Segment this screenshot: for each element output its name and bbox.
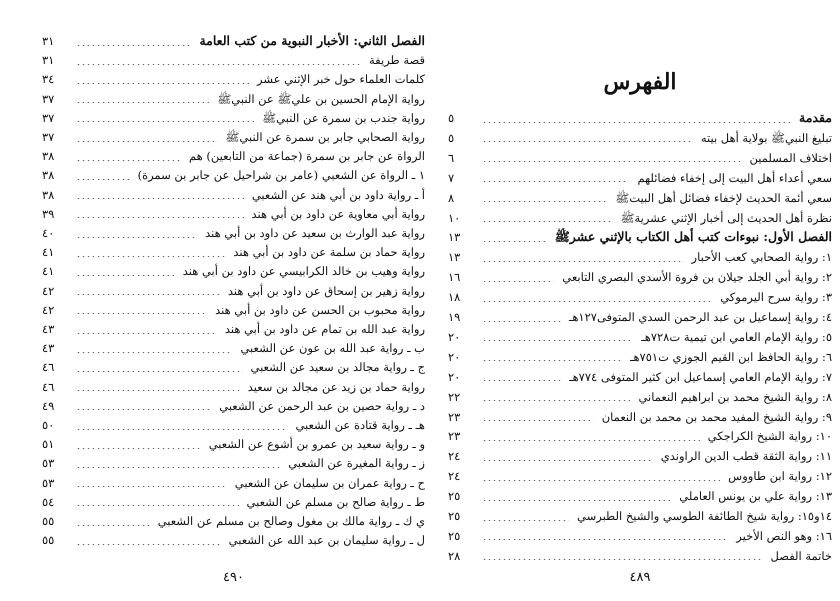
toc-entry-title: قصة طريفة [369, 53, 425, 68]
toc-entry [42, 51, 425, 69]
toc-entry-title: رواية أبي معاوية عن داود بن أبي هند [251, 206, 425, 221]
toc-entry-page: ٢٠ [448, 349, 461, 364]
toc-entry-title: ١: رواية الصحابي كعب الأحبار [691, 250, 832, 265]
dot-leader [76, 544, 221, 545]
toc-entry-title: رواية زهير بن إسحاق عن داود بن أبي هند [227, 283, 425, 298]
toc-entry-title: رواية حماد بن سلمة عن داود بن أبي هند [233, 245, 425, 260]
toc-entry-title: ح ـ رواية عمران بن سليمان عن الشعبي [234, 475, 425, 490]
toc-entry [42, 378, 425, 396]
toc-entry [42, 531, 425, 549]
toc-entry [42, 512, 425, 530]
toc-entry-title: ٧: رواية الإمام العامي إسماعيل ابن كثير المتوفى ٧٧٤هـ [569, 369, 832, 384]
toc-entry [448, 169, 832, 187]
toc-entry-page: ٥٣ [42, 475, 55, 490]
dot-leader [482, 420, 594, 421]
toc-entry-page: ٣١ [42, 53, 55, 68]
page-title: الفهرس [603, 69, 677, 95]
dot-leader [76, 64, 361, 65]
toc-entry-title: ج ـ رواية مجالد بن سعيد عن الشعبي [250, 360, 425, 375]
toc-entry [448, 248, 832, 266]
toc-entry-page: ١٦ [448, 270, 461, 285]
toc-entry [448, 109, 832, 127]
toc-entry-page: ٤٦ [42, 379, 55, 394]
toc-entry-page: ٢٠ [448, 329, 461, 344]
toc-entry-title: ١٢: رواية ابن طاووس [728, 469, 832, 484]
dot-leader [76, 390, 240, 391]
dot-leader [482, 201, 607, 202]
toc-entry [42, 262, 425, 280]
toc-entry-page: ٣٩ [42, 206, 55, 221]
toc-entry [448, 447, 832, 465]
dot-leader [76, 121, 254, 122]
toc-entry-title: ١٤و١٥: رواية شيخ الطائفة الطوسي والشيخ الطبرسي [577, 509, 832, 523]
toc-entry [42, 358, 425, 376]
toc-entry-page: ٤٣ [42, 341, 55, 356]
toc-entry [448, 527, 832, 545]
toc-entry [42, 493, 425, 511]
toc-entry [42, 320, 425, 338]
toc-entry [42, 128, 425, 146]
toc-entry [448, 308, 832, 326]
toc-entry-page: ٢٣ [448, 429, 461, 444]
toc-entry [42, 90, 425, 108]
dot-leader [76, 102, 209, 103]
toc-entry [42, 166, 425, 184]
toc-entry [42, 339, 425, 357]
toc-entry-page: ٥ [448, 130, 455, 145]
toc-entry-page: ٤١ [42, 264, 55, 279]
toc-entry-title: رواية حماد بن زيد عن مجالد بن سعيد [247, 379, 425, 394]
page-number-right: ٤٨٩ [629, 570, 651, 585]
dot-leader [482, 380, 561, 381]
toc-entry-title: ١١: رواية الثقة قطب الدين الراوندي [660, 449, 832, 464]
right-page [448, 0, 832, 601]
toc-entry-title: ل ـ رواية سليمان بن عبد الله عن الشعبي [228, 533, 425, 548]
dot-leader [76, 294, 220, 295]
toc-entry-page: ٣٧ [42, 130, 55, 144]
toc-entry-title: ز ـ رواية المغيرة عن الشعبي [288, 456, 425, 471]
toc-entry-title: هـ ـ رواية قتادة عن الشعبي [295, 418, 425, 432]
toc-entry-page: ٣٤ [42, 72, 55, 87]
dot-leader [482, 261, 684, 262]
toc-entry-page: ٤٦ [42, 360, 55, 375]
toc-entry-page: ٤٢ [42, 283, 55, 298]
page-number-left: ٤٩٠ [223, 570, 244, 585]
toc-entry-page: ٨ [448, 190, 455, 205]
toc-entry-title: ٢: رواية أبي الجلد جيلان بن فروة الأسدي البصري التابعي [562, 270, 832, 285]
toc-entry [42, 435, 425, 453]
toc-entry-title: رواية عبد الوارث بن سعيد عن داود بن أبي هند [205, 226, 425, 240]
dot-leader [76, 275, 175, 276]
toc-entry [448, 427, 832, 445]
toc-entry [448, 487, 832, 505]
toc-entry-page: ٥٠ [42, 418, 55, 432]
toc-entry-page: ٢٤ [448, 449, 461, 464]
toc-entry-page: ٢٥ [448, 528, 461, 543]
dot-leader [482, 400, 630, 401]
toc-entry-page: ٥٥ [42, 533, 55, 548]
toc-entry [42, 109, 425, 127]
toc-entry-title: الرواة عن جابر بن سمرة (جماعة من التابعين) هم [189, 149, 425, 164]
toc-entry-title: ١ ـ الرواة عن الشعبي (عامر بن شراحيل عن جابر بن سمرة) [137, 168, 425, 183]
dot-leader [482, 161, 742, 162]
toc-entry-title: ٨: رواية الشيخ محمد بن ابراهيم النعماني [638, 389, 832, 404]
dot-leader [76, 179, 130, 180]
dot-leader [76, 141, 218, 142]
toc-entry-page: ٤١ [42, 245, 55, 260]
dot-leader [482, 559, 763, 560]
toc-entry-title: و ـ رواية سعيد بن عمرو بن أشوع عن الشعبي [208, 437, 425, 452]
dot-leader [76, 486, 227, 487]
toc-entry-title: سعي أئمة الحديث لإخفاء فضائل أهل البيتﷺ [615, 190, 832, 205]
dot-leader [76, 352, 232, 353]
toc-entry-page: ٢٨ [448, 548, 461, 563]
toc-entry [42, 282, 425, 300]
toc-entry [448, 189, 832, 207]
toc-entry [448, 288, 832, 306]
toc-entry [448, 547, 832, 565]
toc-entry-title: رواية عبد الله بن تمام عن داود بن أبي هند [224, 322, 425, 336]
dot-leader [482, 301, 712, 302]
toc-entry-title: كلمات العلماء حول خبر الإثني عشر [257, 72, 425, 87]
dot-leader [482, 340, 633, 341]
toc-entry [448, 388, 832, 406]
toc-entry-page: ١٣ [448, 250, 461, 265]
toc-entry-page: ٢٢ [448, 389, 461, 404]
toc-entry-title: ٦: رواية الحافظ ابن القيم الجوزي ت٧٥١هـ [630, 349, 832, 364]
toc-entry [42, 301, 425, 319]
toc-entry-page: ٣٨ [42, 168, 55, 183]
dot-leader [76, 429, 287, 430]
toc-entry [448, 129, 832, 147]
dot-leader [482, 500, 671, 501]
dot-leader [482, 480, 720, 481]
toc-entry [42, 416, 425, 434]
toc-entry-title: ب ـ رواية عبد الله بن عون عن الشعبي [240, 341, 425, 356]
toc-entry-page: ١٣ [448, 230, 461, 245]
toc-entry-page: ٢٣ [448, 409, 461, 424]
dot-leader [482, 281, 554, 282]
toc-entry-page: ٢٤ [448, 469, 461, 484]
toc-entry-page: ٥٤ [42, 494, 55, 509]
toc-entry-page: ٤٢ [42, 302, 55, 317]
toc-entry-page: ٧ [448, 170, 455, 185]
toc-entry-page: ٤٠ [42, 226, 55, 240]
toc-entry [448, 408, 832, 426]
toc-entry [448, 348, 832, 366]
dot-leader [76, 313, 207, 314]
dot-leader [76, 371, 243, 372]
toc-entry-title: ٣: رواية سرح اليرموكي [720, 290, 832, 305]
dot-leader [76, 160, 181, 161]
toc-entry [42, 243, 425, 261]
dot-leader [482, 181, 629, 182]
dot-leader [76, 237, 197, 238]
toc-entry [42, 186, 425, 204]
toc-entry-page: ٣١ [42, 34, 55, 48]
toc-entry-title: أ ـ رواية داود بن أبي هند عن الشعبي [251, 187, 425, 202]
dot-leader [482, 360, 622, 361]
toc-entry-page: ١٩ [448, 310, 461, 324]
toc-entry-title: ٤: رواية إسماعيل بن عبد الرحمن السدي المتوفى١٢٧هـ [568, 310, 832, 324]
toc-entry [448, 368, 832, 386]
toc-entry-title: الفصل الثاني: الأخبار النبوية من كتب العامة [199, 33, 425, 48]
toc-entry [448, 467, 832, 485]
toc-entry [42, 454, 425, 472]
toc-entry-page: ١٨ [448, 290, 461, 305]
dot-leader [76, 448, 201, 449]
toc-entry [42, 205, 425, 223]
dot-leader [76, 525, 150, 526]
toc-entry-title: اختلاف المسلمين [749, 150, 832, 165]
dot-leader [76, 467, 280, 468]
toc-entry-title: ٥: رواية الإمام العامي ابن تيمية ت٧٢٨هـ [641, 329, 832, 344]
toc-entry-title: سعي أعداء أهل البيت إلى إخفاء فضائلهم [637, 170, 832, 185]
dot-leader [482, 141, 693, 142]
toc-entry-title: تبليغ النبيﷺ بولاية أهل بيته [700, 130, 832, 145]
toc-entry-page: ٥١ [42, 437, 55, 452]
dot-leader [482, 321, 561, 322]
toc-entry-title: ط ـ رواية صالح بن مسلم عن الشعبي [246, 494, 425, 509]
toc-entry-page: ٢٠ [448, 369, 461, 384]
dot-leader [482, 520, 569, 521]
toc-entry-title: نظرة أهل الحديث إلى أخبار الإثني عشريةﷺ [620, 210, 832, 225]
dot-leader [482, 539, 728, 540]
toc-entry [42, 147, 425, 165]
dot-leader [482, 460, 653, 461]
toc-entry-page: ٣٧ [42, 91, 55, 106]
dot-leader [76, 409, 211, 410]
left-page [42, 0, 425, 601]
toc-entry-title: رواية الإمام الحسين بن عليﷺ عن النبيﷺ [217, 91, 425, 106]
dot-leader [76, 198, 244, 199]
toc-entry-title: ١٠: رواية الشيخ الكراجكي [707, 429, 832, 444]
toc-entry-title: مقدمة [799, 110, 832, 125]
toc-entry-page: ٥ [448, 111, 455, 125]
toc-entry-title: الفصل الأول: نبوءات كتب أهل الكتاب بالإثني عشرﷺ [554, 229, 832, 245]
toc-entry-page: ١٠ [448, 210, 461, 225]
toc-entry-title: خاتمة الفصل [770, 548, 832, 563]
toc-entry [448, 228, 832, 246]
toc-entry-page: ٤٩ [42, 398, 55, 413]
toc-entry-title: رواية الصحابي جابر بن سمرة عن النبيﷺ [225, 130, 425, 144]
dot-leader [482, 221, 613, 222]
toc-entry [448, 209, 832, 227]
dot-leader [76, 333, 217, 334]
toc-entry-page: ٢٥ [448, 509, 461, 523]
dot-leader [482, 241, 547, 242]
toc-entry [42, 397, 425, 415]
toc-entry [42, 224, 425, 242]
toc-entry [42, 32, 425, 50]
toc-entry-page: ٤٣ [42, 322, 55, 336]
toc-entry-page: ٣٨ [42, 149, 55, 164]
toc-entry-title: ١٣: رواية علي بن يونس العاملي [679, 489, 832, 504]
dot-leader [482, 122, 791, 123]
dot-leader [76, 45, 191, 46]
toc-entry-title: رواية محبوب بن الحسن عن داود بن أبي هند [215, 302, 425, 317]
toc-entry [448, 149, 832, 167]
toc-entry [448, 507, 832, 525]
toc-entry [42, 70, 425, 88]
toc-entry-title: ١٦: وهو النص الأخير [736, 528, 832, 543]
toc-entry-page: ٥٥ [42, 514, 55, 528]
toc-entry-page: ٢٥ [448, 489, 461, 504]
toc-entry [448, 328, 832, 346]
toc-entry-page: ٥٣ [42, 456, 55, 471]
dot-leader [482, 440, 700, 441]
dot-leader [76, 505, 239, 506]
dot-leader [76, 256, 225, 257]
toc-entry-title: ي ك ـ رواية مالك بن مغول وصالح بن مسلم عن الشعبي [157, 514, 425, 528]
toc-entry-title: د ـ رواية حصين بن عبد الرحمن عن الشعبي [219, 398, 425, 413]
toc-entry-page: ٣٨ [42, 187, 55, 202]
toc-entry-page: ٣٧ [42, 110, 55, 125]
toc-entry-title: ٩: رواية الشيخ المفيد محمد بن محمد بن النعمان [601, 409, 832, 424]
toc-entry-title: رواية وهيب بن خالد الكرابيسي عن داود بن أبي هند [182, 264, 425, 279]
dot-leader [76, 83, 249, 84]
toc-entry-title: رواية جندب بن سمرة عن النبيﷺ [262, 110, 425, 125]
toc-entry [448, 268, 832, 286]
toc-entry-page: ٦ [448, 150, 455, 165]
dot-leader [76, 217, 244, 218]
toc-entry [42, 474, 425, 492]
